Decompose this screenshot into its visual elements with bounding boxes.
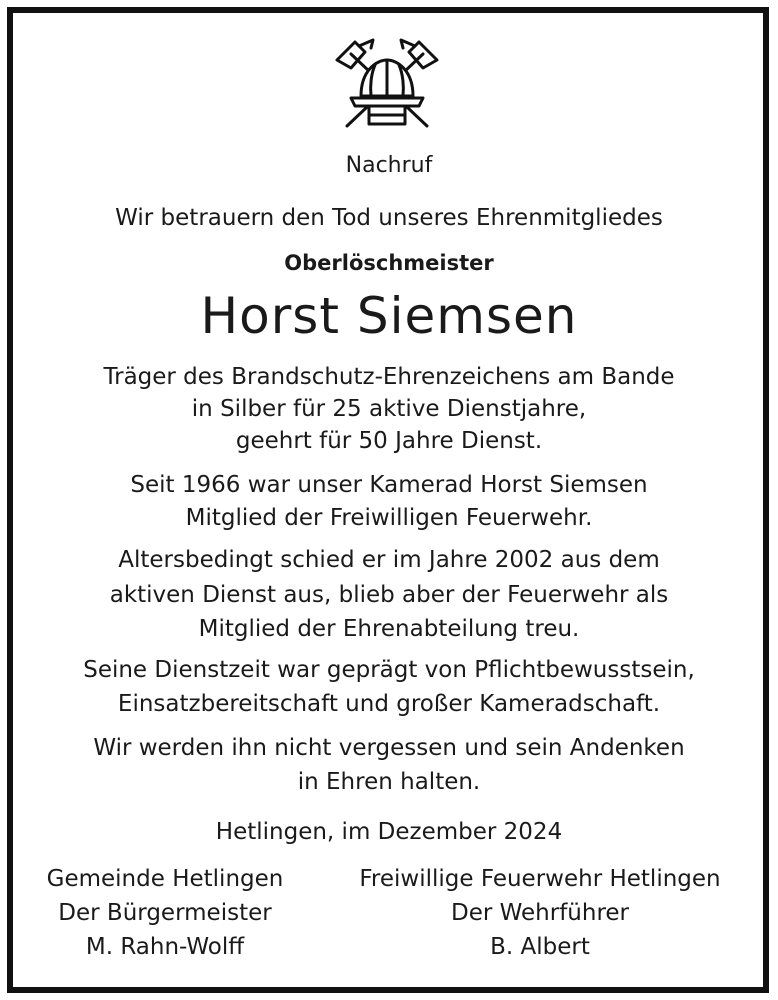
character-line: Seine Dienstzeit war geprägt von Pflichtbewusstsein,	[83, 657, 695, 683]
remembrance-line: in Ehren halten.	[297, 769, 481, 795]
deceased-name: Horst Siemsen	[200, 287, 578, 345]
honors-line: Träger des Brandschutz-Ehrenzeichens am Bande	[103, 364, 675, 390]
place-date: Hetlingen, im Dezember 2024	[215, 819, 563, 845]
signature-block-left	[30, 862, 300, 964]
signature-organization: Freiwillige Feuerwehr Hetlingen	[359, 866, 721, 892]
retirement-line: Altersbedingt schied er im Jahre 2002 aus dem	[118, 547, 660, 573]
membership-line: Seit 1966 war unser Kamerad Horst Siemsen	[130, 472, 648, 498]
signature-person: M. Rahn-Wolff	[85, 934, 245, 960]
remembrance-line: Wir werden ihn nicht vergessen und sein Andenken	[93, 735, 685, 761]
retirement-line: Mitglied der Ehrenabteilung treu.	[198, 616, 580, 642]
honors-line: geehrt für 50 Jahre Dienst.	[235, 428, 543, 454]
signature-role: Der Wehrführer	[450, 900, 629, 926]
honors-line: in Silber für 25 aktive Dienstjahre,	[191, 396, 587, 422]
fire-brigade-helmet-crossed-axes-icon	[329, 34, 445, 134]
membership-line: Mitglied der Freiwilligen Feuerwehr.	[185, 505, 593, 531]
rank-line: Oberlöschmeister	[284, 251, 494, 275]
signature-role: Der Bürgermeister	[58, 900, 272, 926]
signature-block-right	[335, 862, 745, 964]
signature-organization: Gemeinde Hetlingen	[46, 866, 284, 892]
notice-title: Nachruf	[345, 153, 433, 178]
signature-person: B. Albert	[490, 934, 590, 960]
intro-line: Wir betrauern den Tod unseres Ehrenmitgliedes	[115, 205, 663, 231]
character-line: Einsatzbereitschaft und großer Kameradschaft.	[117, 691, 661, 717]
retirement-line: aktiven Dienst aus, blieb aber der Feuerwehr als	[109, 582, 669, 608]
